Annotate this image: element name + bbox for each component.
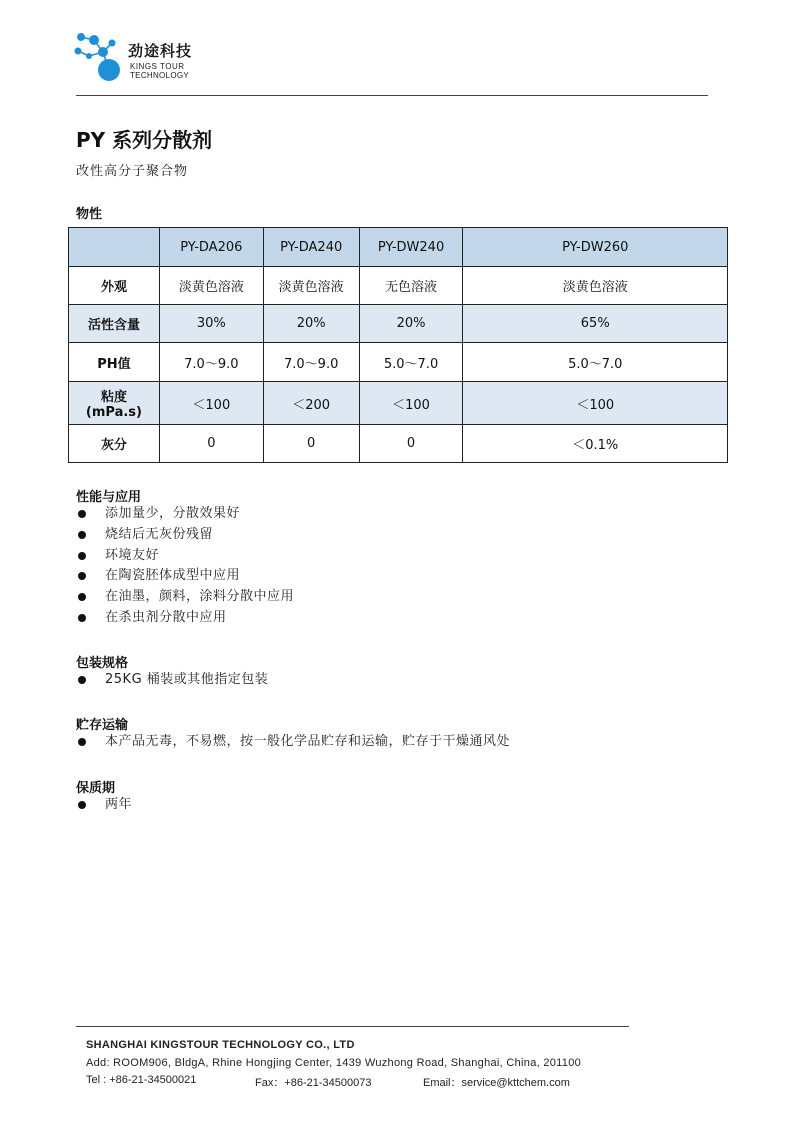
table-header-cell: PY-DA206 [159, 228, 263, 267]
bullet-icon [78, 676, 86, 684]
list-item-text: 25KG 桶装或其他指定包装 [105, 672, 269, 687]
table-cell: 0 [159, 425, 263, 463]
packaging-heading: 包装规格 [76, 656, 129, 671]
list-item [76, 670, 268, 691]
logo-chinese-name: 劲途科技 [128, 42, 193, 60]
table-cell: 5.0～7.0 [463, 343, 728, 382]
storage-list [76, 732, 510, 753]
table-cell: 0 [359, 425, 463, 463]
table-cell: ＜100 [463, 382, 728, 425]
list-item-text: 在杀虫剂分散中应用 [105, 609, 227, 625]
row-label: 外观 [69, 267, 160, 305]
table-cell: ＜100 [159, 382, 263, 425]
company-logo [72, 32, 212, 90]
properties-table [68, 227, 728, 463]
performance-heading: 性能与应用 [76, 490, 142, 505]
table-cell: 7.0～9.0 [263, 343, 359, 382]
footer-company-name: SHANGHAI KINGSTOUR TECHNOLOGY CO., LTD [86, 1039, 355, 1051]
list-item [76, 525, 294, 546]
list-item [76, 608, 294, 629]
list-item-text: 烧结后无灰份残留 [105, 526, 214, 542]
performance-list [76, 504, 294, 629]
table-header-row [69, 228, 728, 267]
table-cell: 20% [359, 305, 463, 343]
row-label: 灰分 [69, 425, 160, 463]
footer-divider [76, 1026, 629, 1027]
table-cell: 65% [463, 305, 728, 343]
list-item-text: 在陶瓷胚体成型中应用 [105, 568, 241, 584]
list-item-text: 两年 [105, 797, 133, 812]
table-cell: 30% [159, 305, 263, 343]
table-cell: 20% [263, 305, 359, 343]
row-label-line2: (mPa.s) [85, 405, 142, 420]
table-row [69, 343, 728, 382]
row-label: PH值 [69, 343, 160, 382]
table-cell: 0 [263, 425, 359, 463]
table-row [69, 305, 728, 343]
bullet-icon [78, 572, 86, 580]
list-item-text: 在油墨，颜料，涂料分散中应用 [105, 589, 295, 605]
list-item [76, 587, 294, 608]
table-header-cell: PY-DW240 [359, 228, 463, 267]
footer-email: Email：service@kttchem.com [423, 1077, 570, 1089]
table-cell: 5.0～7.0 [359, 343, 463, 382]
table-row [69, 267, 728, 305]
table-header-cell: PY-DA240 [263, 228, 359, 267]
list-item [76, 504, 294, 525]
properties-heading: 物性 [76, 207, 103, 222]
bullet-icon [78, 593, 86, 601]
table-cell: 淡黄色溶液 [159, 267, 263, 305]
footer-address: Add: ROOM906, BldgA, Rhine Hongjing Center, 1439 Wuzhong Road, Shanghai, China, 201100 [86, 1057, 582, 1069]
table-header-cell [69, 228, 160, 267]
list-item-text: 本产品无毒，不易燃，按一般化学品贮存和运输，贮存于干燥通风处 [105, 734, 511, 749]
bullet-icon [78, 510, 86, 518]
table-cell: 无色溶液 [359, 267, 463, 305]
row-label-line1: 粘度 [100, 390, 127, 405]
row-label [69, 382, 160, 425]
page-title: PY 系列分散剂 [76, 128, 213, 152]
logo-english-line1: KINGS TOUR [130, 62, 185, 71]
shelf-life-list [76, 795, 132, 816]
footer-fax: Fax：+86-21-34500073 [255, 1077, 372, 1089]
logo-english-line2: TECHNOLOGY [130, 71, 190, 80]
table-cell: ＜0.1% [463, 425, 728, 463]
table-row [69, 382, 728, 425]
shelf-life-heading: 保质期 [76, 781, 116, 796]
bullet-icon [78, 531, 86, 539]
row-label: 活性含量 [69, 305, 160, 343]
list-item [76, 546, 294, 567]
bullet-icon [78, 552, 86, 560]
list-item [76, 732, 510, 753]
table-row [69, 425, 728, 463]
bullet-icon [78, 738, 86, 746]
table-cell: ＜200 [263, 382, 359, 425]
table-cell: 7.0～9.0 [159, 343, 263, 382]
footer-tel: Tel : +86-21-34500021 [86, 1074, 197, 1086]
bullet-icon [78, 614, 86, 622]
list-item-text: 添加量少，分散效果好 [105, 506, 241, 521]
table-header-cell: PY-DW260 [463, 228, 728, 267]
table-cell: 淡黄色溶液 [463, 267, 728, 305]
logo-icon [72, 32, 130, 90]
storage-heading: 贮存运输 [76, 718, 129, 733]
table-cell: ＜100 [359, 382, 463, 425]
packaging-list [76, 670, 268, 691]
list-item-text: 环境友好 [105, 547, 160, 563]
header-divider [76, 95, 708, 96]
bullet-icon [78, 801, 86, 809]
page-subtitle: 改性高分子聚合物 [76, 164, 189, 179]
list-item [76, 566, 294, 587]
table-cell: 淡黄色溶液 [263, 267, 359, 305]
list-item [76, 795, 132, 816]
